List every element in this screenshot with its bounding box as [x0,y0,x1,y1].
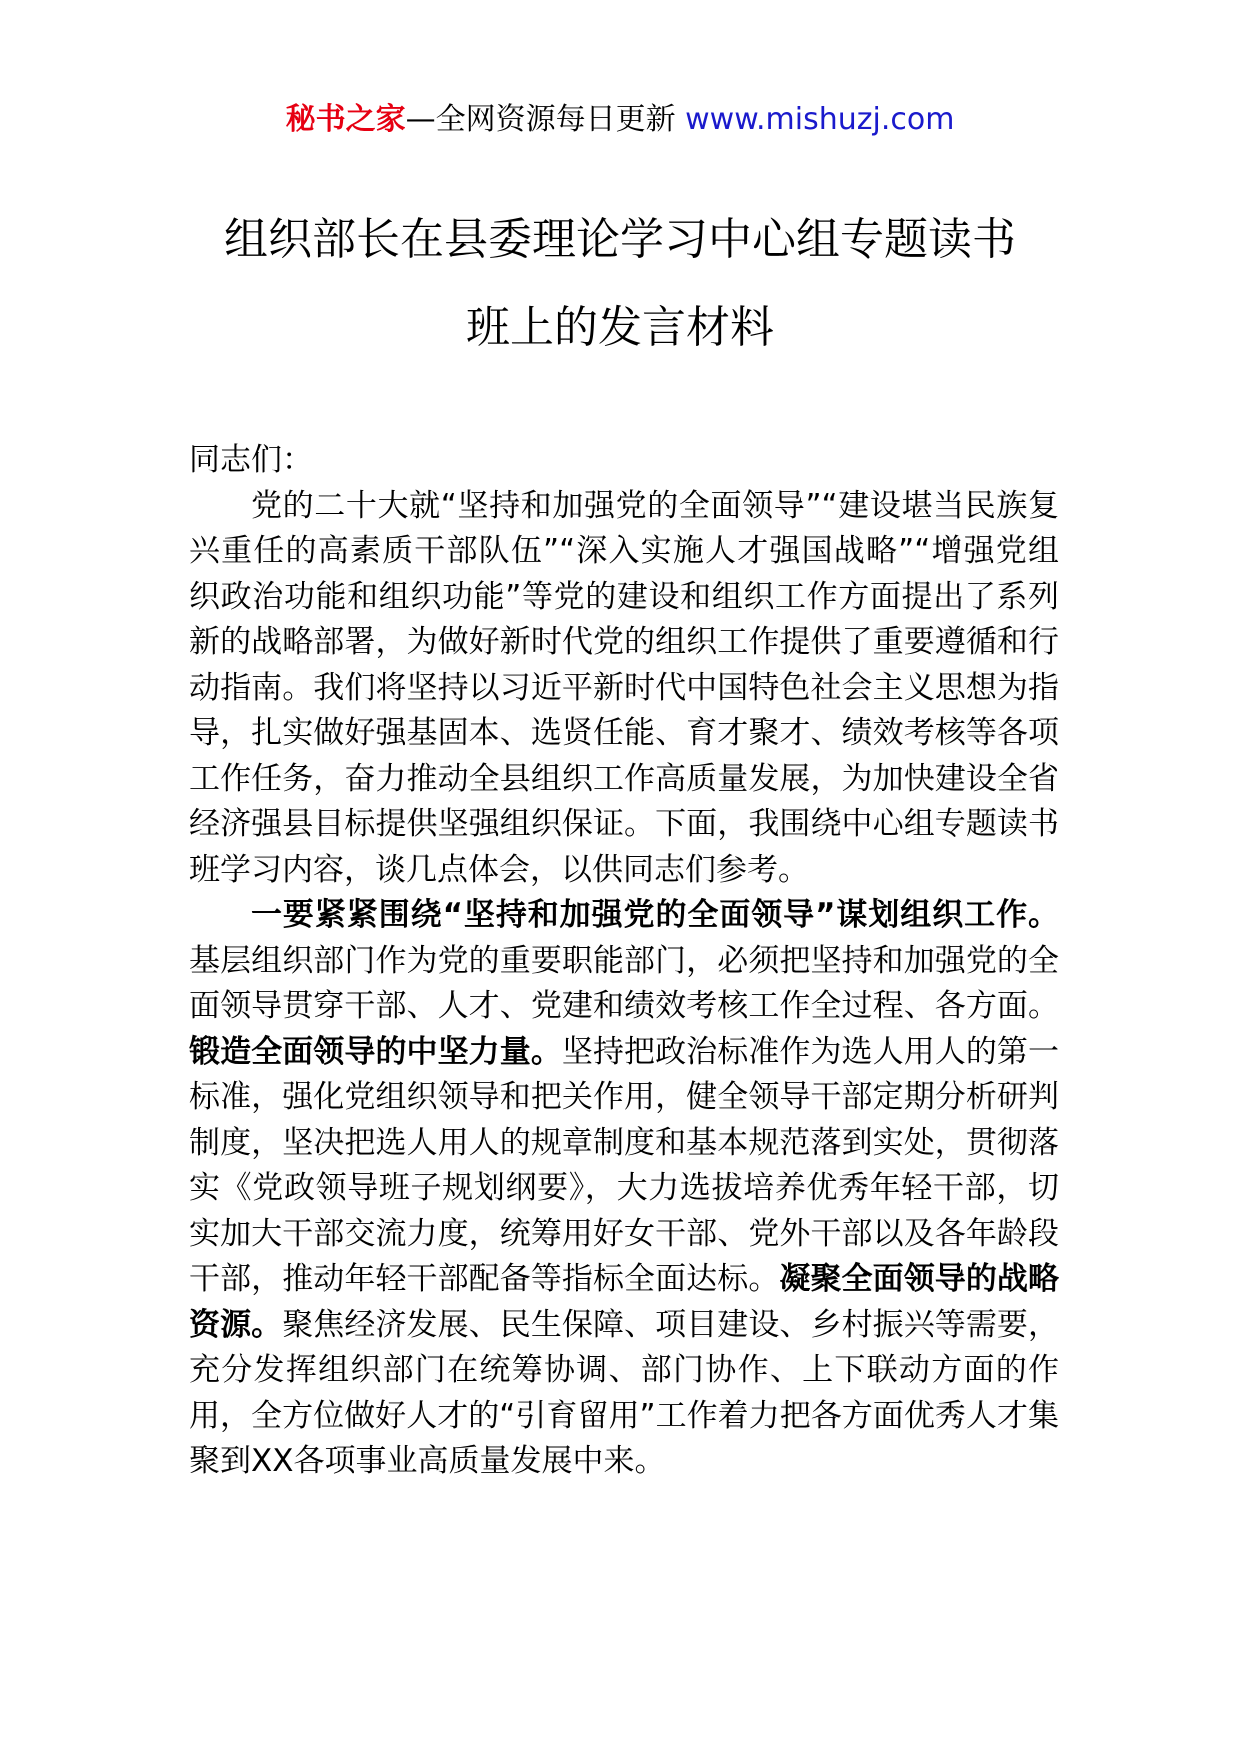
paragraph-section-one [189,893,1059,1485]
section-one-subheading-2: 凝聚全面领导的战略资源。 [189,1261,1059,1343]
section-one-subheading-1: 锻造全面领导的中坚力量。 [189,1033,562,1070]
section-one-text-3: 聚焦经济发展、民生保障、项目建设、乡村振兴等需要，充分发挥组织部门在统筹协调、部门协作、上下联动方面的作用，全方位做好人才的“引育留用”工作着力把各方面优秀人才集聚到XX各项事业高质量发展中来。 [189,1306,1060,1479]
document-title [0,196,1240,372]
document-title-line-2: 班上的发言材料 [466,302,774,353]
section-one-text-1: 基层组织部门作为党的重要职能部门，必须把坚持和加强党的全面领导贯穿干部、人才、党建和绩效考核工作全过程、各方面。 [189,942,1059,1024]
document-body [189,438,1059,1485]
document-title-line-1: 组织部长在县委理论学习中心组专题读书 [224,214,1016,265]
section-one-heading: 一要紧紧围绕“坚持和加强党的全面领导”谋划组织工作。 [251,897,1059,933]
site-header [0,100,1240,140]
site-brand: 秘书之家 [285,102,406,137]
paragraph-intro: 党的二十大就“坚持和加强党的全面领导”“建设堪当民族复兴重任的高素质干部队伍”“深入实施人才强国战略”“增强党组织政治功能和组织功能”等党的建设和组织工作方面提出了系列新的战略部署，为做好新时代党的组织工作提供了重要遵循和行动指南。我们将坚持以习近平新时代中国特色社会主义思想为指导，扎实做好强基固本、选贤任能、育才聚才、绩效考核等各项工作任务，奋力推动全县组织工作高质量发展，为加快建设全省经济强县目标提供坚强组织保证。下面，我围绕中心组专题读书班学习内容，谈几点体会，以供同志们参考。 [189,487,1059,888]
section-one-text-2: 坚持把政治标准作为选人用人的第一标准，强化党组织领导和把关作用，健全领导干部定期分析研判制度，坚决把选人用人的规章制度和基本规范落到实处，贯彻落实《党政领导班子规划纲要》，大力选拔培养优秀年轻干部，切实加大干部交流力度，统筹用好女干部、党外干部以及各年龄段干部，推动年轻干部配备等指标全面达标。 [189,1033,1060,1297]
site-url-link[interactable]: www.mishuzj.com [685,102,955,137]
salutation: 同志们： [189,442,313,478]
site-tagline: —全网资源每日更新 [405,102,676,137]
